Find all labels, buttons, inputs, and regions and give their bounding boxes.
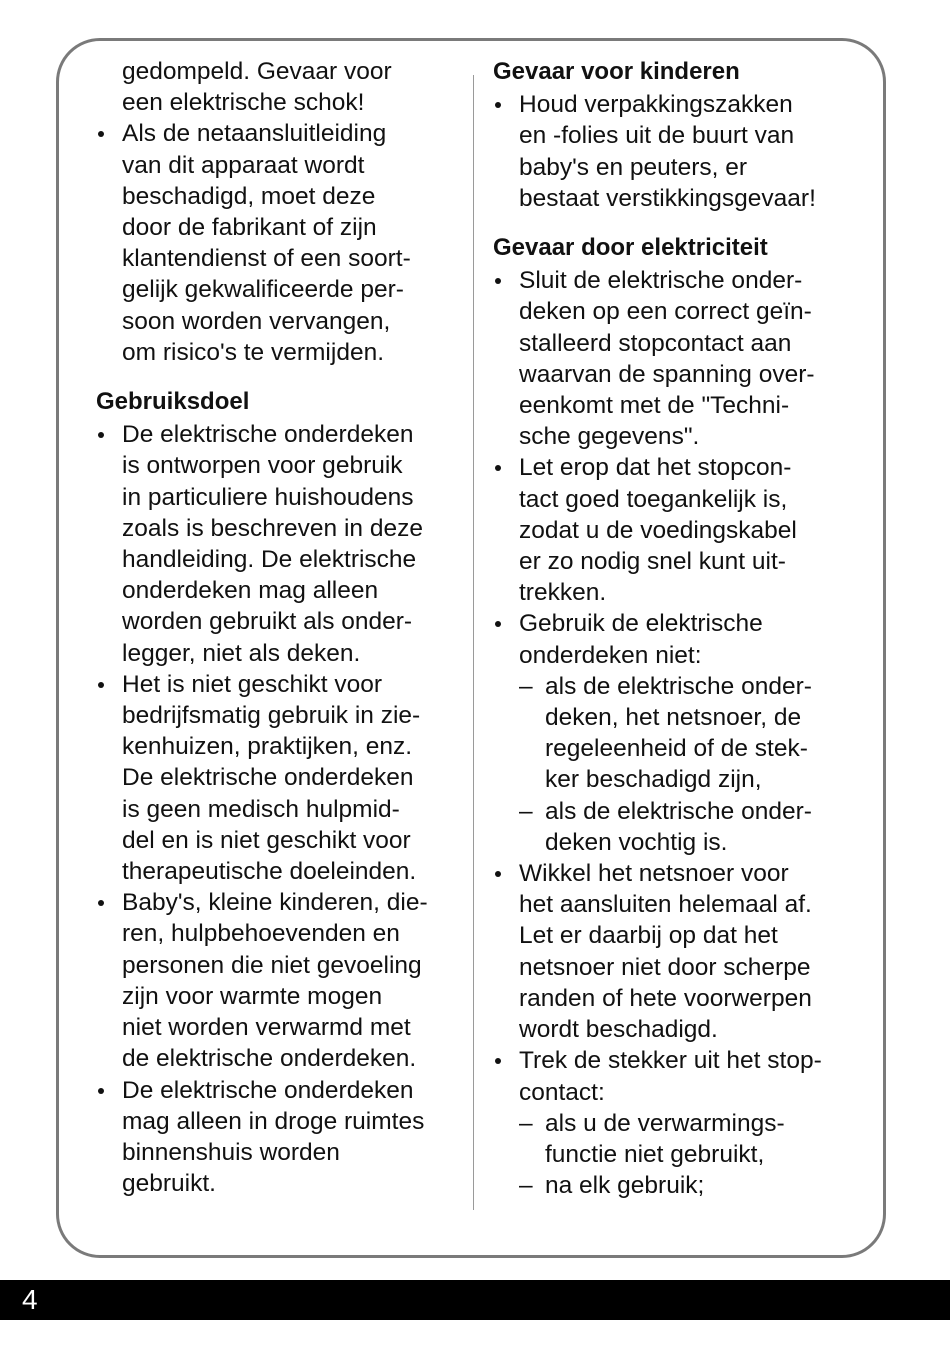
text-line: del en is niet geschikt voor (122, 826, 411, 854)
text-line: eenkomt met de "Techni- (519, 392, 790, 420)
text-line: gebruikt. (122, 1170, 216, 1198)
bullet-item (96, 419, 460, 669)
text-line: Baby's, kleine kinderen, die- (122, 889, 428, 917)
section-heading-gebruiksdoel: Gebruiksdoel (96, 388, 250, 416)
left-column (96, 56, 460, 1199)
text-line: niet worden verwarmd met (122, 1014, 411, 1042)
sub-item (519, 1108, 863, 1170)
text-line: deken, het netsnoer, de (545, 704, 802, 732)
text-line: De elektrische onderdeken (122, 764, 414, 792)
text-line: contact: (519, 1078, 605, 1106)
text-line: wordt beschadigd. (519, 1016, 718, 1044)
text-line: zoals is beschreven in deze (122, 514, 423, 542)
page-number: 4 (22, 1284, 38, 1315)
text-line: ren, hulpbehoevenden en (122, 920, 400, 948)
text-line: de elektrische onderdeken. (122, 1045, 417, 1073)
text-line: Als de netaansluitleiding (122, 120, 387, 148)
text-line: waarvan de spanning over- (519, 360, 815, 388)
text-line: na elk gebruik; (545, 1172, 705, 1200)
text-line: deken op een correct geïn- (519, 298, 812, 326)
text-line: sche gegevens". (519, 423, 700, 451)
text-line: beschadigd, moet deze (122, 182, 376, 210)
text-line: klantendienst of een soort- (122, 245, 411, 273)
sub-item (519, 671, 863, 796)
text-line: en -folies uit de buurt van (519, 122, 795, 150)
sub-item (519, 1170, 863, 1201)
dash-icon: – (519, 672, 533, 700)
text-line: handleiding. De elektrische (122, 546, 417, 574)
text-line: trekken. (519, 579, 607, 607)
text-line: van dit apparaat wordt (122, 151, 365, 179)
text-line: als u de verwarmings- (545, 1109, 785, 1137)
text-line: bestaat verstikkingsgevaar! (519, 184, 816, 212)
text-line: zodat u de voedingskabel (519, 516, 797, 544)
bullet-icon (98, 432, 104, 438)
text-line: Trek de stekker uit het stop- (519, 1047, 822, 1075)
text-line: functie niet gebruikt, (545, 1140, 765, 1168)
text-line: er zo nodig snel kunt uit- (519, 548, 786, 576)
bullet-icon (98, 131, 104, 137)
text-line: kenhuizen, praktijken, enz. (122, 733, 413, 761)
bullet-icon (495, 871, 501, 877)
text-line: deken vochtig is. (545, 828, 728, 856)
bullet-item (96, 669, 460, 887)
bullet-icon (98, 1088, 104, 1094)
sub-item (519, 796, 863, 858)
text-line: binnenshuis worden (122, 1138, 340, 1166)
bullet-icon (495, 278, 501, 284)
text-line: als de elektrische onder- (545, 672, 812, 700)
text-line: om risico's te vermijden. (122, 338, 384, 366)
text-line: De elektrische onderdeken (122, 1076, 414, 1104)
text-line: Let erop dat het stopcon- (519, 454, 792, 482)
text-line: gelijk gekwalificeerde per- (122, 276, 404, 304)
text-line: worden gebruikt als onder- (122, 608, 413, 636)
bullet-icon (495, 1058, 501, 1064)
text-line: een elektrische schok! (122, 89, 365, 117)
text-line: regeleenheid of de stek- (545, 735, 808, 763)
text-line: in particuliere huishoudens (122, 483, 414, 511)
continued-text (96, 56, 460, 118)
bullet-item (493, 265, 863, 452)
text-line: is geen medisch hulpmid- (122, 795, 400, 823)
text-line: ker beschadigd zijn, (545, 766, 762, 794)
bullet-icon (495, 465, 501, 471)
text-line: onderdeken niet: (519, 641, 702, 669)
text-line: mag alleen in droge ruimtes (122, 1107, 425, 1135)
text-line: Sluit de elektrische onder- (519, 267, 803, 295)
bullet-icon (495, 102, 501, 108)
page-footer (0, 1280, 950, 1320)
text-line: als de elektrische onder- (545, 797, 812, 825)
text-line: netsnoer niet door scherpe (519, 953, 811, 981)
text-line: soon worden vervangen, (122, 307, 391, 335)
bullet-item (493, 452, 863, 608)
section-heading-gevaar-elektriciteit: Gevaar door elektriciteit (493, 234, 768, 262)
dash-icon: – (519, 1172, 533, 1200)
text-line: baby's en peuters, er (519, 153, 748, 181)
bullet-item (493, 608, 863, 858)
bullet-item (493, 858, 863, 1045)
text-line: stalleerd stopcontact aan (519, 329, 792, 357)
text-line: Let er daarbij op dat het (519, 922, 778, 950)
bullet-item (96, 118, 460, 368)
text-line: Gebruik de elektrische (519, 610, 763, 638)
bullet-item (493, 89, 863, 214)
text-line: het aansluiten helemaal af. (519, 891, 812, 919)
text-line: therapeutische doeleinden. (122, 858, 417, 886)
bullet-icon (98, 682, 104, 688)
bullet-item (96, 1075, 460, 1200)
section-heading-gevaar-kinderen: Gevaar voor kinderen (493, 58, 740, 85)
text-line: Houd verpakkingszakken (519, 91, 793, 119)
text-line: gedompeld. Gevaar voor (122, 58, 392, 85)
dash-icon: – (519, 797, 533, 825)
text-line: is ontworpen voor gebruik (122, 452, 403, 480)
right-column (493, 56, 863, 1201)
text-line: tact goed toegankelijk is, (519, 485, 788, 513)
bullet-item (493, 1045, 863, 1201)
column-divider (473, 75, 474, 1210)
text-line: personen die niet gevoeling (122, 951, 422, 979)
text-line: door de fabrikant of zijn (122, 214, 377, 242)
text-line: legger, niet als deken. (122, 639, 361, 667)
text-line: randen of hete voorwerpen (519, 984, 812, 1012)
text-line: onderdeken mag alleen (122, 577, 379, 605)
text-line: zijn voor warmte mogen (122, 982, 383, 1010)
text-line: bedrijfsmatig gebruik in zie- (122, 702, 421, 730)
dash-icon: – (519, 1109, 533, 1137)
bullet-icon (495, 621, 501, 627)
bullet-icon (98, 900, 104, 906)
text-line: De elektrische onderdeken (122, 421, 414, 449)
text-line: Wikkel het netsnoer voor (519, 860, 789, 888)
bullet-item (96, 887, 460, 1074)
text-line: Het is niet geschikt voor (122, 670, 383, 698)
